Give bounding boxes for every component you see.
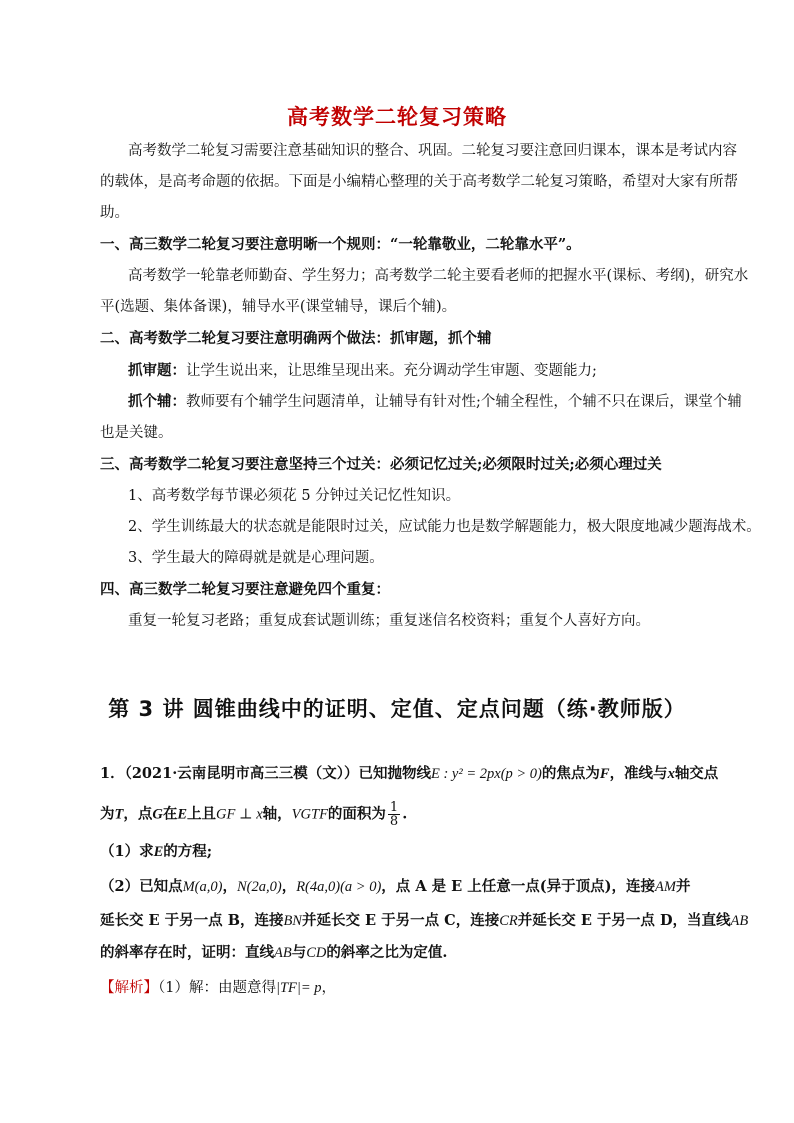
math-expression: AM bbox=[655, 879, 676, 895]
problem-text: 的面积为 bbox=[327, 805, 386, 823]
question-2-line-1 bbox=[100, 877, 690, 897]
section-4-body: 重复一轮复习老路；重复成套试题训练；重复迷信名校资料；重复个人喜好方向。 bbox=[128, 613, 650, 629]
solution-text: ， bbox=[321, 980, 337, 996]
math-expression: M(a,0) bbox=[182, 879, 223, 895]
section-3-item-1: 1、高考数学每节课必须花 5 分钟过关记忆性知识。 bbox=[128, 488, 461, 504]
solution-line bbox=[100, 978, 336, 998]
intro-line-2: 的载体，是高考命题的依据。下面是小编精心整理的关于高考数学二轮复习策略，希望对大家有所帮 bbox=[100, 174, 738, 190]
question-1 bbox=[100, 842, 212, 862]
solution-text: （1）解：由题意得 bbox=[158, 980, 276, 996]
section-1-body-1: 高考数学一轮靠老师勤奋、学生努力；高考数学二轮主要看老师的把握水平(课标、考纲)，研究水 bbox=[128, 268, 749, 284]
problem-text: 上且 bbox=[187, 805, 217, 823]
math-expression: AB bbox=[274, 945, 292, 961]
fraction-numerator: 1 bbox=[389, 800, 399, 815]
math-symbol: E bbox=[153, 844, 164, 860]
question-text: 与 bbox=[291, 944, 307, 961]
section-2-heading: 二、高考数学二轮复习要注意明确两个做法：抓审题，抓个辅 bbox=[100, 330, 492, 347]
question-text: 的方程; bbox=[163, 843, 213, 860]
section-2-p1 bbox=[128, 361, 597, 381]
math-expression: AB bbox=[730, 913, 749, 929]
question-text: 的斜率之比为定值. bbox=[326, 944, 448, 961]
question-text: ，点 A 是 E 上任意一点(异于顶点)，连接 bbox=[381, 878, 655, 895]
problem-text: 轴， bbox=[262, 805, 292, 823]
math-symbol: E bbox=[177, 806, 188, 823]
section-2-p2 bbox=[128, 392, 742, 412]
intro-line-1: 高考数学二轮复习需要注意基础知识的整合、巩固。二轮复习要注意回归课本，课本是考试内容 bbox=[128, 143, 737, 159]
math-symbol: F bbox=[599, 766, 610, 782]
question-text: ， bbox=[222, 878, 237, 895]
problem-text: . bbox=[402, 805, 408, 823]
problem-text: 轴交点 bbox=[674, 765, 719, 782]
section-2-p2-label: 抓个辅： bbox=[128, 393, 186, 410]
question-2-line-3 bbox=[100, 943, 447, 963]
fraction bbox=[388, 801, 400, 828]
section-2-p1-label: 抓审题： bbox=[128, 362, 186, 379]
math-expression: CR bbox=[499, 913, 518, 929]
question-text: 并延长交 E 于另一点 C，连接 bbox=[301, 912, 500, 929]
math-expression: CD bbox=[306, 945, 327, 961]
section-3-heading: 三、高考数学二轮复习要注意坚持三个过关：必须记忆过关;必须限时过关;必须心理过关 bbox=[100, 456, 662, 473]
problem-text: 为 bbox=[100, 805, 115, 823]
math-expression: BN bbox=[283, 913, 302, 929]
question-text: （1）求 bbox=[100, 843, 154, 860]
problem-line-1 bbox=[100, 764, 718, 784]
problem-text: 在 bbox=[162, 805, 178, 823]
problem-text: 的焦点为 bbox=[541, 765, 600, 782]
math-symbol: x bbox=[667, 766, 675, 782]
section-3-item-2: 2、学生训练最大的状态就是能限时过关，应试能力也是数学解题能力，极大限度地减少题海战术。 bbox=[128, 519, 761, 535]
question-text: 的斜率存在时，证明：直线 bbox=[100, 944, 274, 961]
math-expression: R(4a,0)(a > 0) bbox=[296, 879, 382, 895]
problem-text: 1．（2021·云南昆明市高三三模（文））已知抛物线 bbox=[100, 765, 431, 782]
page-title: 高考数学二轮复习策略 bbox=[287, 104, 507, 129]
section-1-heading: 一、高三数学二轮复习要注意明晰一个规则：“一轮靠敬业，二轮靠水平”。 bbox=[100, 236, 581, 253]
question-text: 并 bbox=[675, 878, 691, 895]
math-expression: GF ⊥ x bbox=[216, 806, 263, 823]
lecture-title: 第 3 讲 圆锥曲线中的证明、定值、定点问题（练·教师版） bbox=[108, 697, 686, 721]
question-text: （2）已知点 bbox=[100, 878, 183, 895]
question-text: ， bbox=[281, 878, 297, 895]
math-expression: VGTF bbox=[291, 806, 328, 823]
math-expression: |TF|= p bbox=[275, 980, 322, 996]
section-4-heading: 四、高三数学二轮复习要注意避免四个重复： bbox=[100, 581, 390, 598]
math-expression: E : y² = 2px(p > 0) bbox=[431, 766, 542, 782]
math-symbol: T bbox=[114, 806, 124, 823]
problem-line-2 bbox=[100, 801, 407, 828]
problem-text: ，准线与 bbox=[609, 765, 668, 782]
math-expression: N(2a,0) bbox=[236, 879, 282, 895]
intro-line-3: 助。 bbox=[100, 205, 129, 221]
problem-text: ，点 bbox=[123, 805, 153, 823]
section-2-p1-text: 让学生说出来，让思维呈现出来。充分调动学生审题、变题能力; bbox=[186, 363, 597, 379]
section-2-p2-cont: 也是关键。 bbox=[100, 425, 173, 441]
section-3-item-3: 3、学生最大的障碍就是就是心理问题。 bbox=[128, 550, 384, 566]
math-symbol: G bbox=[152, 806, 163, 823]
solution-tag: 【解析】 bbox=[100, 980, 158, 996]
section-2-p2-text: 教师要有个辅学生问题清单，让辅导有针对性;个辅全程性，个辅不只在课后，课堂个辅 bbox=[186, 394, 742, 410]
section-1-body-2: 平(选题、集体备课)，辅导水平(课堂辅导，课后个辅)。 bbox=[100, 299, 457, 315]
question-text: 并延长交 E 于另一点 D，当直线 bbox=[517, 912, 731, 929]
question-2-line-2 bbox=[100, 911, 748, 931]
fraction-denominator: 8 bbox=[389, 814, 399, 829]
question-text: 延长交 E 于另一点 B，连接 bbox=[100, 912, 284, 929]
